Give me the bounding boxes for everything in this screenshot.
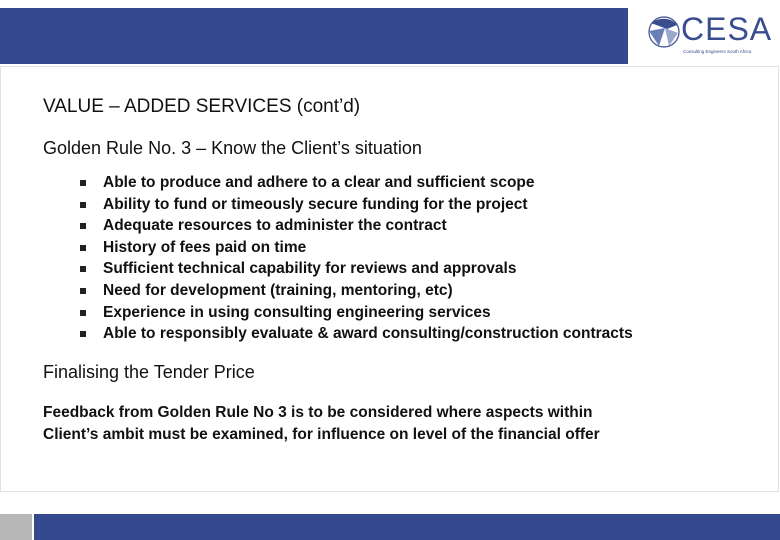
list-item-text: Need for development (training, mentoring, etc): [103, 281, 453, 299]
list-item: [80, 280, 633, 302]
header-bar: [0, 8, 628, 64]
paragraph-line: Client’s ambit must be examined, for influence on level of the financial offer: [43, 426, 600, 443]
list-item-text: Ability to fund or timeously secure funding for the project: [103, 195, 528, 213]
cesa-logo: [637, 8, 780, 66]
cesa-globe-icon: [645, 13, 681, 49]
footer-bar: [34, 514, 780, 540]
list-item-text: History of fees paid on time: [103, 238, 307, 256]
list-item: [80, 258, 633, 280]
square-bullet-icon: [80, 180, 86, 186]
list-item: [80, 215, 633, 237]
bullet-list: [80, 172, 633, 345]
logo-text: CESA: [681, 11, 773, 47]
square-bullet-icon: [80, 310, 86, 316]
slide-subtitle: Golden Rule No. 3 – Know the Client’s situation: [43, 138, 422, 158]
list-item: [80, 172, 633, 194]
square-bullet-icon: [80, 223, 86, 229]
square-bullet-icon: [80, 266, 86, 272]
feedback-paragraph: [43, 402, 743, 446]
list-item: [80, 237, 633, 259]
list-item-text: Able to responsibly evaluate & award consulting/construction contracts: [103, 325, 633, 343]
square-bullet-icon: [80, 331, 86, 337]
list-item: [80, 323, 633, 345]
square-bullet-icon: [80, 202, 86, 208]
paragraph-line: Feedback from Golden Rule No 3 is to be considered where aspects within: [43, 404, 593, 421]
slide-title: VALUE – ADDED SERVICES (cont’d): [43, 96, 361, 117]
footer-gray-block: [0, 514, 32, 540]
logo-tagline: Consulting Engineers South Africa: [683, 49, 752, 54]
square-bullet-icon: [80, 245, 86, 251]
section-heading: Finalising the Tender Price: [43, 362, 255, 382]
list-item: [80, 302, 633, 324]
list-item-text: Able to produce and adhere to a clear and sufficient scope: [103, 174, 535, 191]
square-bullet-icon: [80, 288, 86, 294]
list-item-text: Experience in using consulting engineering services: [103, 303, 491, 321]
list-item-text: Sufficient technical capability for reviews and approvals: [103, 260, 517, 278]
list-item-text: Adequate resources to administer the contract: [103, 217, 447, 235]
list-item: [80, 194, 633, 216]
